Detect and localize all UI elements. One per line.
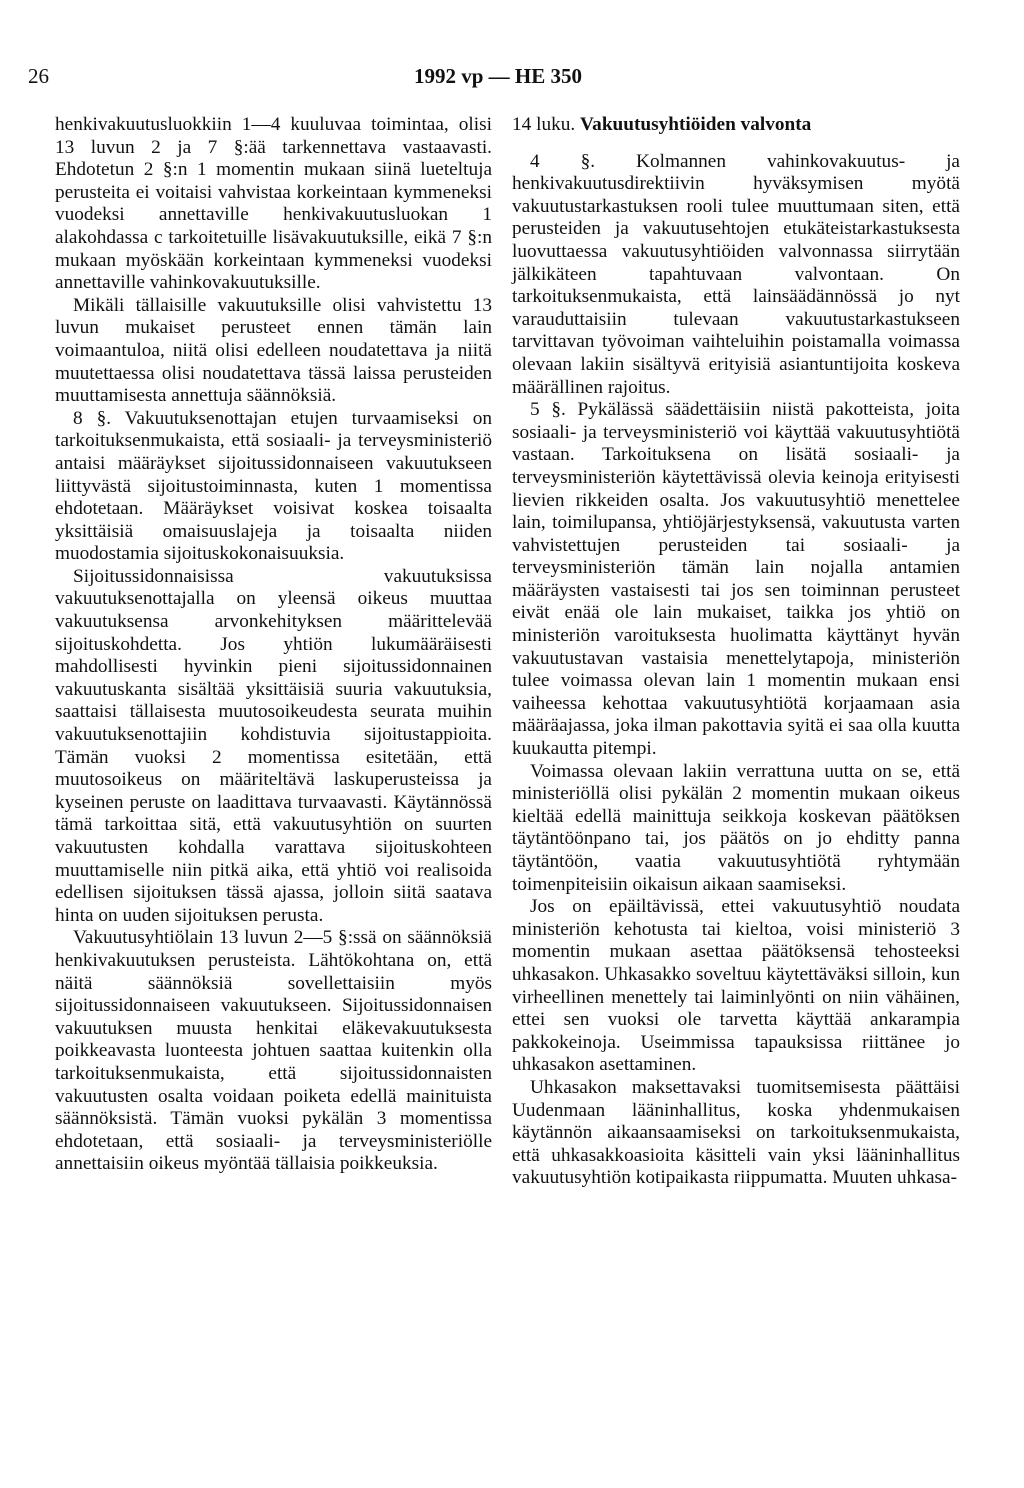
left-column — [55, 114, 492, 1176]
page-header — [28, 64, 968, 94]
paragraph: 4 §. Kolmannen vahinkovakuutus- ja henkivakuutusdirektiivin hyväksymisen myötä vakuutustarkastuksen rooli tulee muuttumaan siten, että perusteiden ja vakuutusehtojen etukäteistarkastuksesta luovuttaessa vakuutusyhtiöiden valvonnassa siirrytään jälkikäteen tapahtuvaan valvontaan. On tarkoituksenmukaista, että lainsäädännössä jo nyt varauduttaisiin tulevaan vakuutustarkastukseen tarvittavan työvoiman vaihteluihin poistamalla voimassa olevaan lakiin sisältyvä erityisiä asiantuntijoita koskeva määrällinen rajoitus. — [512, 150, 960, 398]
right-column — [512, 114, 960, 1190]
chapter-number: 14 luku. — [512, 114, 576, 135]
paragraph: 8 §. Vakuutuksenottajan etujen turvaamiseksi on tarkoituksenmukaista, että sosiaali- ja terveysministeriö antaisi määräykset sijoitussidonnaiseen vakuutukseen liittyvästä sijoitustoiminnasta, kuten 1 momentissa ehdotetaan. Määräykset voisivat koskea toisaalta yksittäisiä omaisuuslajeja ja toisaalta niiden muodostamia sijoituskokonaisuuksia. — [55, 407, 492, 565]
chapter-heading — [512, 114, 960, 137]
paragraph: Vakuutusyhtiölain 13 luvun 2—5 §:ssä on säännöksiä henkivakuutuksen perusteista. Lähtökohtana on, että näitä säännöksiä sovellettaisiin myös sijoitussidonnaiseen vakuutukseen. Sijoitussidonnaisen vakuutuksen muusta henkitai eläkevakuutuksesta poikkeavasta luonteesta johtuen saattaa kuitenkin olla tarkoituksenmukaista, että sijoitussidonnaisten vakuutusten osalta voidaan poiketa edellä mainituista säännöksistä. Tämän vuoksi pykälän 3 momentissa ehdotetaan, että sosiaali- ja terveysministeriölle annettaisiin oikeus myöntää tällaisia poikkeuksia. — [55, 927, 492, 1175]
paragraph: henkivakuutusluokkiin 1—4 kuuluvaa toimintaa, olisi 13 luvun 2 ja 7 §:ää tarkennettava vastaavasti. Ehdotetun 2 §:n 1 momentin mukaan siinä lueteltuja perusteita ei voitaisi vahvistaa korkeintaan kymmeneksi vuodeksi annettaville henkivakuutusluokan 1 alakohdassa c tarkoitetuille lisävakuutuksille, eikä 7 §:n mukaan myöskään korkeintaan kymmeneksi vuodeksi annettaville vahinkovakuutuksille. — [55, 114, 492, 294]
paragraph: Sijoitussidonnaisissa vakuutuksissa vakuutuksenottajalla on yleensä oikeus muuttaa vakuutuksensa arvonkehityksen määrittelevää sijoituskohdetta. Jos yhtiön lukumääräisesti mahdollisesti hyvinkin pieni sijoitussidonnainen vakuutuskanta sisältää yksittäisiä suuria vakuutuksia, saattaisi tällaisesta muutosoikeudesta seurata muihin vakuutuksenottajiin kohdistuvia sijoitustappioita. Tämän vuoksi 2 momentissa esitetään, että muutosoikeus on määriteltävä laskuperusteissa ja kyseinen peruste on laadittava turvaavasti. Käytännössä tämä tarkoittaa sitä, että vakuutusyhtiön on suurten vakuutusten kohdalla varattava sijoituskohteen muuttamiselle niin pitkä aika, että yhtiö voi realisoida edellisen sijoituksen tässä ajassa, jolloin siitä saatava hinta on uuden sijoituksen perusta. — [55, 565, 492, 926]
chapter-title: Vakuutusyhtiöiden valvonta — [580, 114, 812, 135]
paragraph: Jos on epäiltävissä, ettei vakuutusyhtiö noudata ministeriön kehotusta tai kieltoa, voisi ministeriö 3 momentin mukaan asettaa päätöksensä tehosteeksi uhkasakon. Uhkasakko soveltuu käytettäväksi silloin, kun virheellinen menettely tai laiminlyönti on niin vähäinen, ettei sen vuoksi ole tarvetta käyttää ankarampia pakkokeinoja. Useimmissa tapauksissa riittänee jo uhkasakon asettaminen. — [512, 896, 960, 1076]
running-head: 1992 vp — HE 350 — [413, 64, 583, 88]
paragraph: 5 §. Pykälässä säädettäisiin niistä pakotteista, joita sosiaali- ja terveysministeriö voi käyttää vakuutusyhtiötä vastaan. Tarkoituksena on lisätä sosiaali- ja terveysministeriön käytettävissä olevia keinoja erityisesti lievien rikkeiden osalta. Jos vakuutusyhtiö menettelee lain, toimilupansa, yhtiöjärjestyksensä, vakuutusta varten vahvistettujen perusteiden tai sosiaali- ja terveysministeriön tämän lain nojalla antamien määräysten vastaisesti tai jos sen toiminnan perusteet eivät enää ole lain mukaiset, taikka jos yhtiö on ministeriön varoituksesta huolimatta käyttänyt hyvän vakuutustavan vastaisia menettelytapoja, ministeriön tulee voimassa olevan lain 1 momentin mukaan ensi vaiheessa kehottaa vakuutusyhtiötä korjaamaan asia määräajassa, joka ilman pakottavia syitä ei saa olla kuutta kuukautta pitempi. — [512, 399, 960, 760]
paragraph: Uhkasakon maksettavaksi tuomitsemisesta päättäisi Uudenmaan lääninhallitus, koska yhdenmukaisen käytännön aikaansaamiseksi on tarkoituksenmukaista, että uhkasakkoasioita käsitteli vain yksi lääninhallitus vakuutusyhtiön kotipaikasta riippumatta. Muuten uhkasa- — [512, 1076, 960, 1189]
paragraph: Mikäli tällaisille vakuutuksille olisi vahvistettu 13 luvun mukaiset perusteet ennen tämän lain voimaantuloa, niitä olisi edelleen noudatettava ja niitä muutettaessa olisi noudatettava tässä laissa perusteiden muuttamisesta annettuja säännöksiä. — [55, 294, 492, 407]
paragraph: Voimassa olevaan lakiin verrattuna uutta on se, että ministeriöllä olisi pykälän 2 momentin mukaan oikeus kieltää edellä mainittuja seikkoja koskevan päätöksen täytäntöönpano tai, jos päätös on jo ehditty panna täytäntöön, vaatia vakuutusyhtiötä ryhtymään toimenpiteisiin oikaisun aikaan saamiseksi. — [512, 760, 960, 895]
page-number: 26 — [28, 64, 49, 88]
